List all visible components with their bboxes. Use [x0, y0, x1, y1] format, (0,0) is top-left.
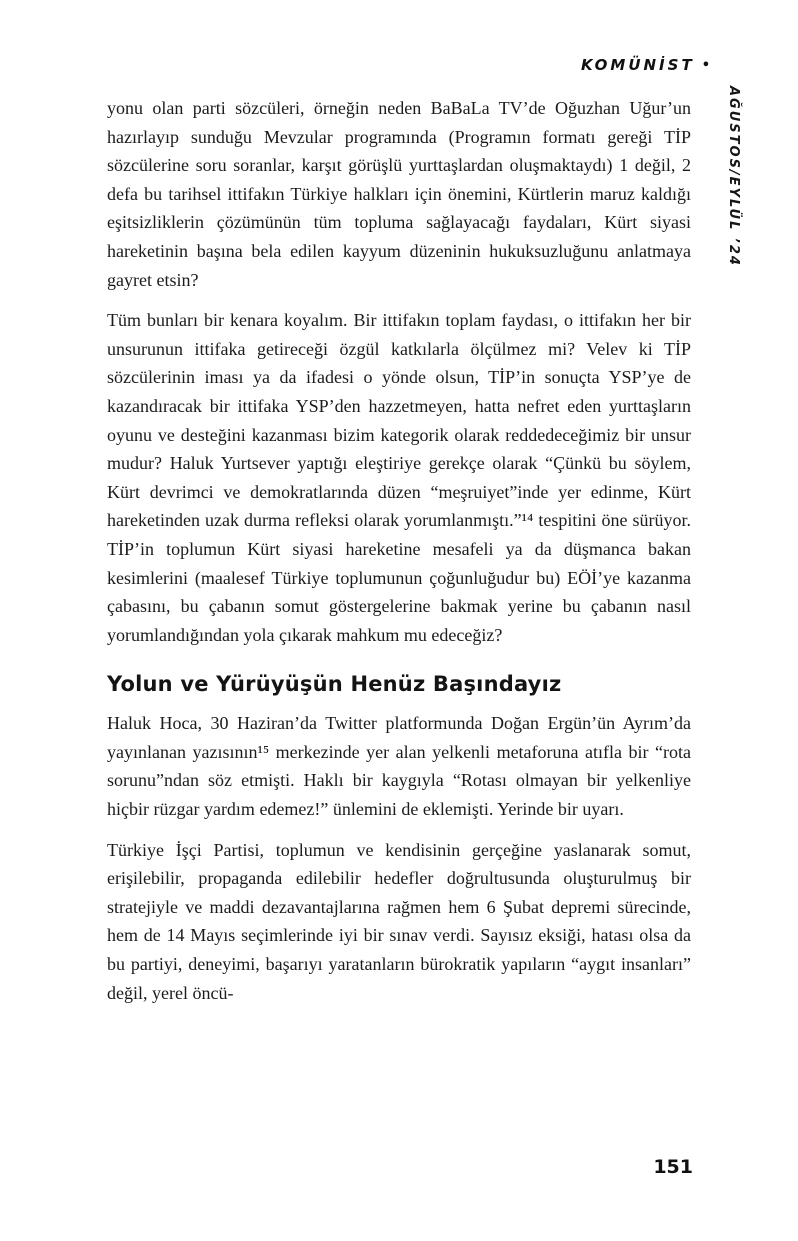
- issue-date-vertical: AĞUSTOS/EYLÜL ’24: [726, 86, 741, 267]
- paragraph-3: Haluk Hoca, 30 Haziran’da Twitter platformunda Doğan Ergün’ün Ayrım’da yayınlanan yazısının¹⁵ merkezinde yer alan yelkenli metaforuna atıfla bir “rota sorunu”ndan söz etmişti. Haklı bir kaygıyla “Rotası olmayan bir yelkenliye hiçbir rüzgar yardım edemez!” ünlemini de eklemişti. Yerinde bir uyarı.: [107, 713, 691, 820]
- paragraph-4: Türkiye İşçi Partisi, toplumun ve kendisinin gerçeğine yaslanarak somut, erişilebilir, propaganda edilebilir hedefler doğrultusunda oluşturulmuş bir stratejiyle ve maddi dezavantajlarına rağmen hem 6 Şubat depremi sürecinde, hem de 14 Mayıs seçimlerinde iyi bir sınav verdi. Sayısız eksiği, hatası olsa da bu partiyi, deneyimi, başarıyı yaratanların bürokratik yapıların “aygıt insanları” değil, yerel öncü-: [107, 839, 691, 1003]
- paragraph-1: yonu olan parti sözcüleri, örneğin neden BaBaLa TV’de Oğuzhan Uğur’un hazırlayıp sunduğu Mevzular programında (Programın formatı gereği TİP sözcülerine soru soranlar, karşıt görüşlü yurttaşlardan oluşmaktaydı) 1 değil, 2 defa bu tarihsel ittifakın Türkiye halkları için önemini, Kürtlerin maruz kaldığı eşitsizliklerin çözümünün tüm topluma sağlayacağı faydaları, Kürt siyasi hareketinin başına bela edilen kayyum düzeninin hukuksuzluğunu anlatmaya gayret etsin?: [107, 98, 691, 290]
- header-bullet-icon: •: [701, 58, 710, 73]
- paragraph-2: Tüm bunları bir kenara koyalım. Bir ittifakın toplam faydası, o ittifakın her bir unsurunun ittifaka getireceği özgül katkılarla ölçülmez mi? Velev ki TİP sözcülerinin iması ya da ifadesi o yönde olsun, TİP’in sonuçta YSP’ye de kazandıracak bir ittifaka YSP’den hazzetmeyen, hatta nefret eden yurttaşların oyunu ve desteğini kazanması bizim kategorik olarak reddedeceğimiz bir unsur mudur? Haluk Yurtsever yaptığı eleştiriye gerekçe olarak “Çünkü bu söylem, Kürt devrimci ve demokratlarında düzen “meşruiyet”inde yer edinme, Kürt hareketinden uzak durma refleksi olarak yorumlanmıştı.”¹⁴ tespitini öne sürüyor. TİP’in toplumun Kürt siyasi hareketine mesafeli ya da düşmanca bakan kesimlerini (maalesef Türkiye toplumunun çoğunluğudur bu) EÖİ’ye kazanma çabasını, bu çabanın somut göstergelerine bakmak yerine bu çabanın nasıl yorumlandığından yola çıkarak mahkum mu edeceğiz?: [107, 310, 691, 645]
- magazine-title: KOMÜNİST: [580, 56, 695, 74]
- article-body: [107, 94, 691, 1007]
- page-header: [581, 56, 710, 74]
- section-heading: Yolun ve Yürüyüşün Henüz Başındayız: [107, 672, 562, 697]
- page-number: 151: [653, 1156, 693, 1178]
